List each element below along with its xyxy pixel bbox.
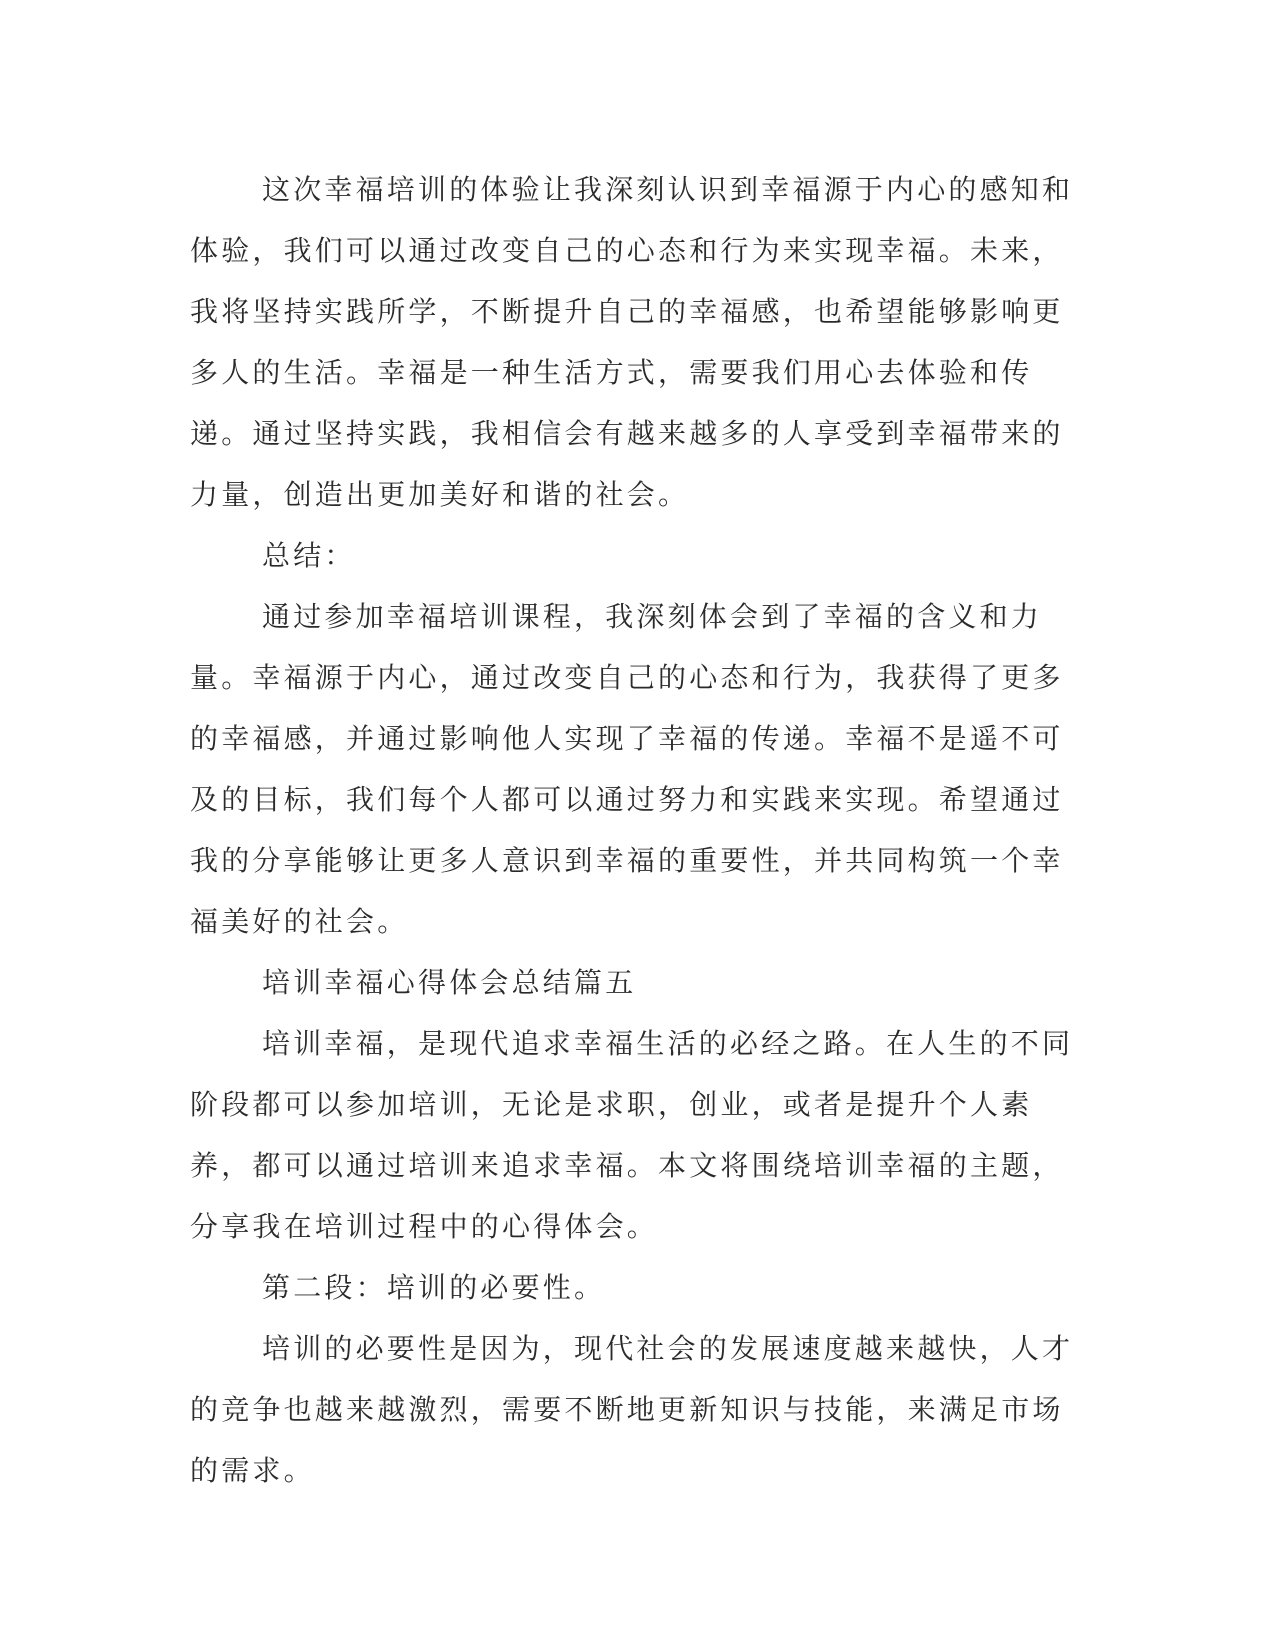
- paragraph-second-section-heading: 第二段：培训的必要性。: [262, 1271, 606, 1304]
- paragraph-intro: 培训幸福，是现代追求幸福生活的必经之路。在人生的不同阶段都可以参加培训，无论是求职，创业，或者是提升个人素养，都可以通过培训来追求幸福。本文将围绕培训幸福的主题，分享我在培训过程中的心得体会。: [190, 1027, 1074, 1243]
- paragraph-summary-heading: 总结：: [262, 539, 356, 572]
- paragraph-summary-body: 通过参加幸福培训课程，我深刻体会到了幸福的含义和力量。幸福源于内心，通过改变自己的心态和行为，我获得了更多的幸福感，并通过影响他人实现了幸福的传递。幸福不是遥不可及的目标，我们每个人都可以通过努力和实践来实现。希望通过我的分享能够让更多人意识到幸福的重要性，并共同构筑一个幸福美好的社会。: [190, 600, 1064, 938]
- document-body: [190, 159, 1080, 1501]
- paragraph-conclusion-reflection: 这次幸福培训的体验让我深刻认识到幸福源于内心的感知和体验，我们可以通过改变自己的心态和行为来实现幸福。未来，我将坚持实践所学，不断提升自己的幸福感，也希望能够影响更多人的生活。幸福是一种生活方式，需要我们用心去体验和传递。通过坚持实践，我相信会有越来越多的人享受到幸福带来的力量，创造出更加美好和谐的社会。: [190, 173, 1074, 511]
- paragraph-necessity: 培训的必要性是因为，现代社会的发展速度越来越快，人才的竞争也越来越激烈，需要不断地更新知识与技能，来满足市场的需求。: [190, 1332, 1074, 1487]
- section-title-part-five: 培训幸福心得体会总结篇五: [262, 966, 637, 999]
